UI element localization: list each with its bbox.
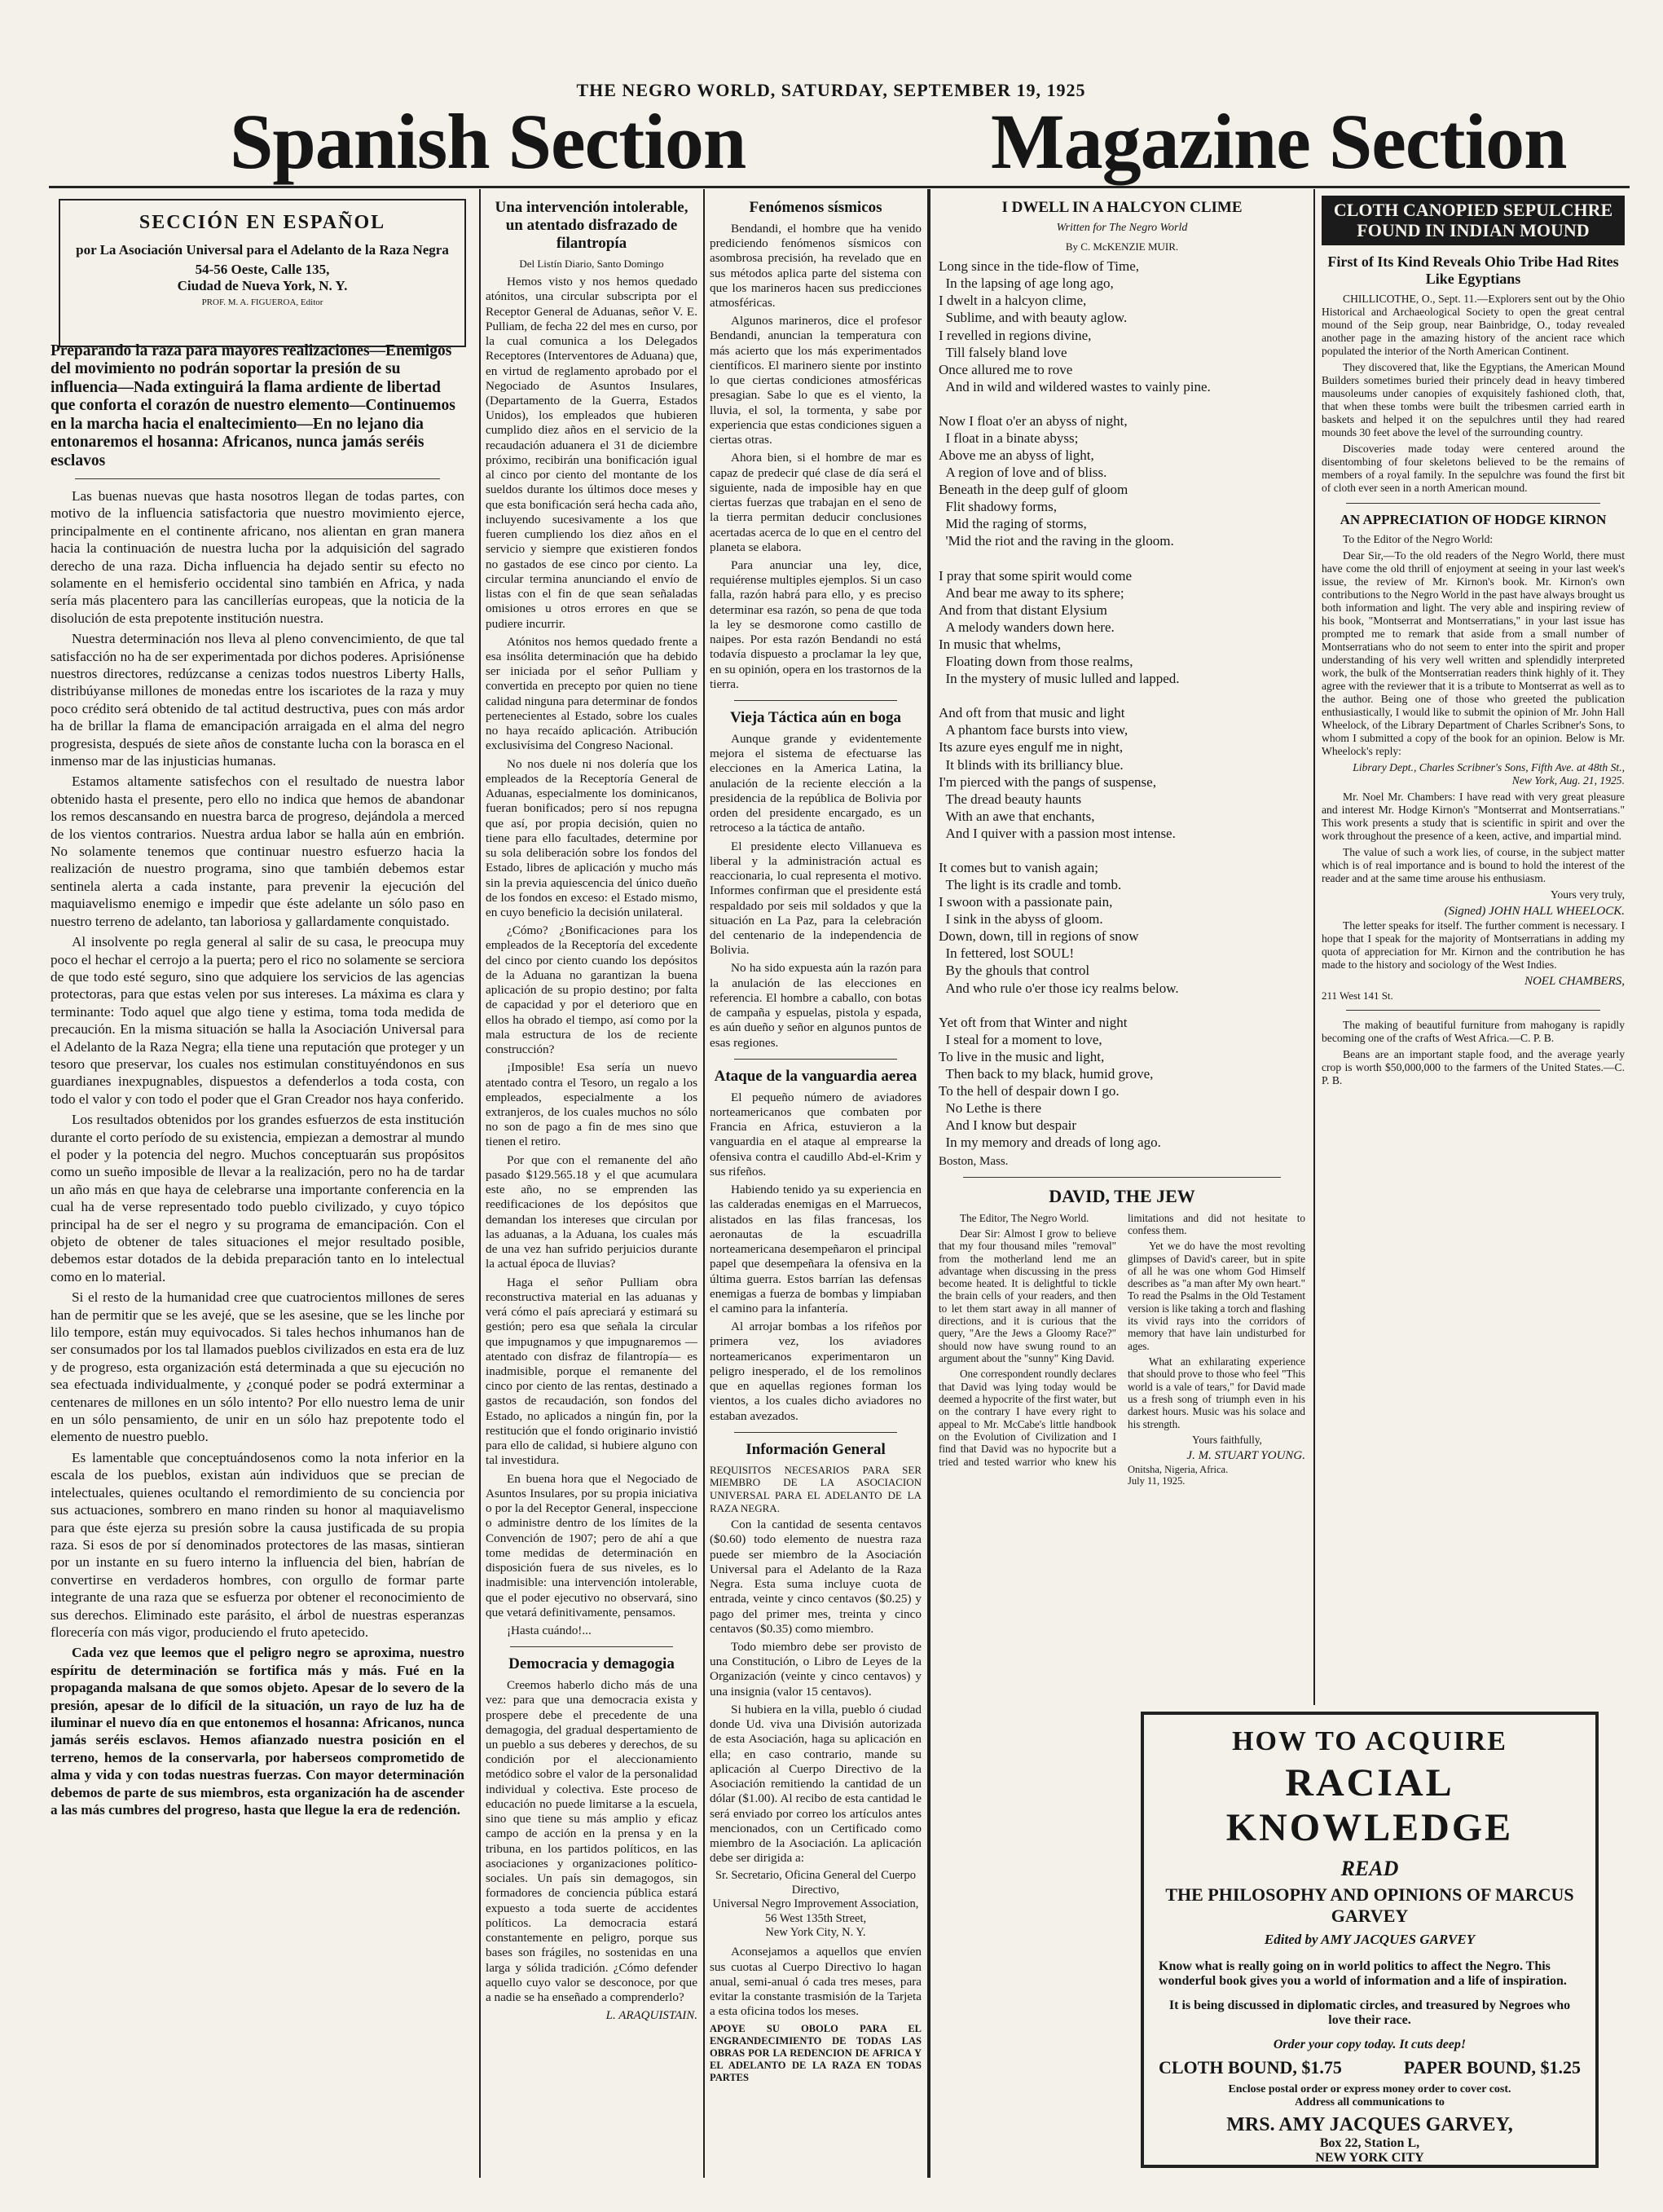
- appreciation-author: NOEL CHAMBERS,: [1524, 975, 1625, 989]
- ad-line-4: THE PHILOSOPHY AND OPINIONS OF MARCUS GARVEY: [1165, 1884, 1574, 1926]
- poem-title: I DWELL IN A HALCYON CLIME: [1001, 199, 1243, 216]
- david-signature: J. M. STUART YOUNG.: [1186, 1449, 1305, 1463]
- paragraph: Haga el señor Pulliam obra reconstructiva material en las aduanas y verá cómo el país apreciará y estimará su gestión; pero esa que señala la circular que impugnamos y que impugnaremos —atentado con disfraz de filantropía— es inadmisible, porque el remanente del cinco por ciento de las rentas, destinado a gastos de recaudación, son fondos del Estado, no aplicados a ningún fin, por la restitución que el fondo originario invistió para ello de calidad, si hubiere alguno con tal investidura.: [486, 1275, 697, 1468]
- paragraph: The Editor, The Negro World.: [960, 1211, 1089, 1224]
- column-1: [51, 339, 464, 2173]
- paragraph: Atónitos nos hemos quedado frente a esa insólita determinación que ha debido ser iniciada por el señor Pulliam y convertida en precepto por quien no tiene calidad ninguna para determinar de fondos pertenecientes al Estado, sobre los cuales no haya recaído aplicación. Atribución exclusivísima del Congreso Nacional.: [486, 634, 697, 753]
- ad-line-8: Order your copy today. It cuts deep!: [1273, 2038, 1467, 2051]
- paragraph: Nuestra determinación nos lleva al pleno convencimiento, de que tal satisfacción no ha de ser experimentada por dichos poderes. Aprisiónense nuestros directores, redúzcanse a cenizas todos nuestros Liberty Halls, distribúyanse millones de monedas entre los iscariotes de la raza y muy poco crédito será obtenido de tal actitud destructiva, pues con más ardor ha de brillar la flama de emancipación arraigada en el alma del negro progresista, después de siete años de constante lucha con la borasca en el inmenso mar de las injusticias humanas.: [51, 631, 464, 769]
- ad-line-5: Edited by AMY JACQUES GARVEY: [1264, 1932, 1476, 1947]
- col2-source: Del Listín Diario, Santo Domingo: [519, 257, 664, 270]
- paragraph: Algunos marineros, dice el profesor Bendandi, anuncian la temperatura con más acierto que los más experimentados científicos. El marinero siente por instinto lo que ciertas condiciones atmosféricas presagian. Sabe lo que es el viento, la lluvia, el sol, la tormenta, y sabe por experiencia que estas condiciones siguen a ciertas otras.: [710, 314, 922, 447]
- ad-line-15: NEW YORK CITY: [1315, 2151, 1424, 2165]
- david-body: [939, 1212, 1305, 1487]
- paragraph: No ha sido expuesta aún la razón para la anulación de las elecciones en referencia. El hombre a caballo, con botas de campaña y espuelas, pistola y espada, es aún dueño y señor en algunos puntos de esas regiones.: [710, 961, 922, 1050]
- section-rule: [927, 189, 930, 2178]
- paragraph: What an exhilarating experience that should prove to those who feel "This world is a vale of tears," for David made us a fresh song of triumph even in his darkest hours. Music was his solace and his strength.: [1128, 1355, 1305, 1430]
- column-2: [486, 196, 697, 2176]
- paragraph: Yours very truly,: [1550, 888, 1625, 901]
- spanish-section-title: Spanish Section: [230, 98, 746, 185]
- col3-address-4: New York City, N. Y.: [765, 1926, 866, 1940]
- ad-line-2: RACIAL KNOWLEDGE: [1225, 1761, 1514, 1849]
- ad-line-1: HOW TO ACQUIRE: [1232, 1726, 1507, 1756]
- col3-address-1: Sr. Secretario, Oficina General del Cuerpo Directivo,: [715, 1869, 916, 1897]
- paragraph: Las buenas nuevas que hasta nosotros llegan de todas partes, con motivo de la influencia satisfactoria que nuestro movimiento ejerce, principalmente en el continente africano, nos alientan en gran manera hacia la continuación de nuestra lucha por la adquisición del sagrado derecho de una raza. Dicha influencia ha dejado sentir su efecto no solamente en el hemisferio occidental sino también en Africa, y nada sería más placentero para las cancillerías europeas, que la noticia de la disolución de esta prepotente institución nuestra.: [51, 487, 464, 626]
- paragraph: Aunque grande y evidentemente mejora el sistema de efectuarse las elecciones en la America Latina, la anulación de la reciente elección a la presidencia de la república de Bolivia por orden del presidente encargado, es un retroceso a la táctica de antaño.: [710, 731, 922, 835]
- paragraph: Cada vez que leemos que el peligro negro se aproxima, nuestro espíritu de determinación se fortifica más y más. Fué en la propaganda malsana de que somos objeto. Apesar de lo severo de la presión, apesar de lo difícil de la situación, un rayo de luz ha de iluminar el nuevo día en que entonemos el hosanna: Africanos, nunca jamás seréis esclavos. Hemos afianzado nuestra posición en el terreno, hemos de la conservarla, por haberseos comprometido de alma y vida y con todas nuestras fuerzas. Con mayor determinación debemos de parte de sus miembros, esta organización ha de ascender a las más cumbres del progreso, hasta que llegue la era de redención.: [51, 1645, 464, 1818]
- paragraph: Discoveries made today were centered around the disentombing of four skeletons believed to be the remains of members of a royal family. In the sepulchre was found the first bit of cloth ever seen in a north American mound.: [1322, 442, 1625, 495]
- paragraph: ¿Cómo? ¿Bonificaciones para los empleados de la Receptoría del excedente del cinco por ciento cuando los depósitos de la Aduana no garantizan la buena aplicación de su propio destino; por falta de capacidad y por el deterioro que en ellos ha obrado el tiempo, así como por la mala estructura de los de reciente construcción?: [486, 923, 697, 1057]
- paragraph: El presidente electo Villanueva es liberal y la administración actual es reaccionaria, lo cual representa el motivo. Informes confirman que el presidente está respaldado por seis mil soldados y que la situación en La Paz, para la celebración del centenario de la independencia de Bolivia.: [710, 839, 922, 958]
- poem-credit: Written for The Negro World: [1056, 221, 1188, 234]
- paragraph: To the Editor of the Negro World:: [1343, 532, 1494, 545]
- col3-headline-2: Vieja Táctica aún en boga: [729, 709, 902, 727]
- cloth-headline: CLOTH CANOPIED SEPULCHRE FOUND IN INDIAN MOUND: [1322, 196, 1625, 245]
- paragraph: ¡Hasta cuándo!...: [507, 1623, 592, 1637]
- paragraph: Al insolvente po regla general al salir de su casa, le preocupa muy poco el hechar el cerrojo a la puerta; pero el rico no solamente se serciora de que todo esté seguro, sino que adquiere los servicios de las agencias protectoras, para que estas velen por sus intereses. La máxima es clara y terminante: Todo aquel que algo tiene y estima, toma toda medida de precaución. En la misma situación se halla la Asociación Universal para el Adelanto de la Raza Negra; ella tiene una reputación que proteger y un tesoro que preservar, los cuales nos estimulan constituyéndonos en sus guardianes inexpugnables, dispuestos a defenderlos a toda costa, con todo el valor y con todo el poder que el Gran Creador nos haya conferido.: [51, 934, 464, 1107]
- col3-address-2: Universal Negro Improvement Association,: [712, 1897, 919, 1911]
- paragraph: Mr. Noel Mr. Chambers: I have read with very great pleasure and interest Mr. Hodge Kirnon's "Montserrat and Montserratians." This work presents a study that is scientific in spirit and over the work throughout the presence of a keen, active, and impartial mind.: [1322, 791, 1625, 843]
- separator: [734, 700, 897, 701]
- paragraph: Library Dept., Charles Scribner's Sons, Fifth Ave. at 48th St., New York, Aug. 21, 1925.: [1353, 761, 1625, 787]
- paragraph: Dear Sir: Almost I grow to believe that my four thousand miles "removal" from the motherland lend me an advantage when discussing in the press become heated. It is delightful to tickle the brain cells of your readers, and then to let them start away in all manner of directions, and it is curious that the query, "Are the Jews a Gloomy Race?" should now have swung round to an argument about the "sunny" King David.: [939, 1227, 1116, 1365]
- paragraph: Ahora bien, si el hombre de mar es capaz de predecir qué clase de día será el siguiente, nada de imposible hay en que ciertas fuerzas que trabajan en el seno de la tierra permitan deducir conclusiones acertadas acerca de lo que en el centro del planeta se elabora.: [710, 451, 922, 554]
- ad-line-7: It is being discussed in diplomatic circles, and treasured by Negroes who love their race.: [1168, 1998, 1571, 2027]
- separator: [75, 478, 440, 479]
- column-rule-1: [479, 189, 481, 2178]
- ad-line-14: Box 22, Station L,: [1319, 2136, 1420, 2150]
- paragraph: They discovered that, like the Egyptians, the American Mound Builders sometimes buried their princely dead in heavy timbered mausoleums under canopies of exquisitely fashioned cloth, that, that when these tombs were built the tribesmen carried earth in baskets and helped it on the sepulchres until they had reared mounds 30 feet above the level of the surrounding country.: [1322, 360, 1625, 438]
- spanish-box-line3: Ciudad de Nueva York, N. Y.: [177, 278, 348, 293]
- masthead: THE NEGRO WORLD, SATURDAY, SEPTEMBER 19, 1925: [576, 80, 1086, 100]
- column-5: [1322, 196, 1625, 1695]
- paragraph: REQUISITOS NECESARIOS PARA SER MIEMBRO DE LA ASOCIACION UNIVERSAL PARA EL ADELANTO DE LA RAZA NEGRA.: [710, 1463, 922, 1514]
- garvey-book-ad: [1141, 1712, 1599, 2168]
- paragraph: Dear Sir,—To the old readers of the Negro World, there must have come the old thrill of enjoyment at seeing in your last week's issue, the review of Mr. Kirnon's book. Mr. Kirnon's own contributions to the Negro World in the past have always brought us both information and light. The very able and inspiring review of his book, "Montserrat and Montserratians," in your last issue has prompted me to remark that aside from a small number of Montserratians who do not seem to enter into the spirit and proper understanding of his very well written and splendidly interpreted work, the bulk of the Montserratian readers think highly of it. They agree with the reviewer that it is a tribute to Montserrat as well as to the author. Being one of those who greeted the publication enthusiastically, I would like to submit the opinion of Mr. John Hall Wheelock, of the Library Department of Charles Scribner's Sons, to whom I submitted a copy of the book for an opinion. Below is Mr. Wheelock's reply:: [1322, 549, 1625, 758]
- top-rule: [49, 186, 1630, 188]
- ad-line-11: Enclose postal order or express money order to cover cost.: [1228, 2083, 1511, 2095]
- ad-line-12: Address all communications to: [1295, 2096, 1445, 2108]
- separator: [963, 1177, 1281, 1178]
- paragraph: Aconsejamos a aquellos que envíen sus cuotas al Cuerpo Directivo lo hagan anual, semi-anual ó cada tres meses, para evitar la constante trasmisión de la Tarjeta a esta oficina todos los meses.: [710, 1945, 922, 2019]
- paragraph: One correspondent roundly declares that David was lying today would be deemed a hypocrite of the first water, but on the contrary I have every right to appeal to Mr. McCabe's little handbook on the Evolution of Civilization and I find that David was no hypocrite but a tried and tested warrior who knew his limitations and did not hesitate to confess them.: [939, 1211, 1305, 1468]
- col3-address-3: 56 West 135th Street,: [764, 1911, 867, 1925]
- separator: [510, 1646, 673, 1647]
- ad-cloth-price: CLOTH BOUND, $1.75: [1159, 2057, 1342, 2078]
- paragraph: Al arrojar bombas a los rifeños por primera vez, los aviadores norteamericanos experimentaron un peligro inesperado, el de los remolinos que en aquellas regiones forman los vientos, a los cuales dicho aviadores no estaban avezados.: [710, 1320, 922, 1423]
- paragraph: Si el resto de la humanidad cree que cuatrocientos millones de seres han de permitir que se les avejé, que se les asesine, que se les linche por lilo tempore, están muy equivocados. Si tales hechos inhumanos han de ser consumados por los tal llamados pueblos civilizados en esta era de luz y de progreso, esta organización está determinada a que su ejecución no sea efectuada individualmente, y ¿conqué poder se podrá exterminar a centenares de millones en un sólo intento? Por ello nuestro lema de unir en un sólo pensamiento, de unir en un sólo haz prepotente todo el elemento de nuestro pueblo.: [51, 1289, 464, 1445]
- paragraph: Para anunciar una ley, dice, requiérense multiples ejemplos. Si un caso falla, razón habrá para ello, y es preciso determinar esa razón, so pena de que toda la ley se desmorone como castillo de naipes. Por esta razón Bendandi no está todavía dispuesto a proclamar la ley que, en su opinión, opera en los trastornos de la tierra.: [710, 558, 922, 691]
- col2-headline: Una intervención intolerable, un atentado disfrazado de filantropía: [495, 199, 689, 252]
- column-rule-2: [703, 189, 705, 2178]
- paragraph: Yet we do have the most revolting glimpses of David's career, but in spite of all he was one whom God Himself describes as "a man after My own heart." To read the Psalms in the Old Testament version is like taking a torch and flashing its vivid rays into the corridors of memory that have lain undisturbed for ages.: [1128, 1240, 1305, 1352]
- ad-prices: [1159, 2057, 1581, 2078]
- appreciation-title: AN APPRECIATION OF HODGE KIRNON: [1340, 512, 1607, 528]
- spanish-box-line2: 54-56 Oeste, Calle 135,: [195, 262, 330, 277]
- paragraph: Yours faithfully,: [1192, 1433, 1262, 1446]
- paragraph: Habiendo tenido ya su experiencia en las calderadas enemigas en el Marruecos, alistados en las filas francesas, los aeronautas de la escuadrilla norteamericana desempeñaron el principal papel que desempeñara la ofensiva en la última guerra. Estos barrían las defensas enemigas a fuerza de bombas y limpiaban el camino para la infantería.: [710, 1183, 922, 1315]
- david-title: DAVID, THE JEW: [1049, 1186, 1195, 1207]
- paragraph: CHILLICOTHE, O., Sept. 11.—Explorers sent out by the Ohio Historical and Archaeological Society to open the great central mound of the Seip group, near Bainbridge, O., today revealed another page in the amazing history of the ancient race which populated the interior of the North American Continent.: [1322, 292, 1625, 357]
- ad-line-13: MRS. AMY JACQUES GARVEY,: [1226, 2114, 1513, 2135]
- paragraph: El pequeño número de aviadores norteamericanos que combaten por Francia en Africa, estuvieron a la vanguardia en el ataque al emprearse la ofensiva contra el caudillo Abd-el-Krim y sus rifeños.: [710, 1090, 922, 1179]
- paragraph: En buena hora que el Negociado de Asuntos Insulares, por su propia iniciativa o por la del Receptor General, inspeccione o administre dentro de los límites de la Convención de 1907; pero de ahí a que tome medidas de determinación en disposición fuera de sus niveles, es lo inadmisible: una intervención intolerable, que el poder ejecutivo no observará, sino que vetará definitivamente, pensamos.: [486, 1471, 697, 1619]
- paragraph: Todo miembro debe ser provisto de una Constitución, o Libro de Leyes de la Organización (veinte y cinco centavos) y una insignia (valor 15 centavos).: [710, 1639, 922, 1699]
- col2-author: L. ARAQUISTAIN.: [605, 2009, 697, 2023]
- column-3: [710, 196, 922, 2176]
- magazine-section-title: Magazine Section: [991, 98, 1567, 185]
- ad-line-3: READ: [1340, 1857, 1399, 1880]
- paragraph: Por que con el remanente del año pasado $129.565.18 y el que acumulara este año, no se emprenden las reedificaciones de los depósitos que demandan los intereses que circulan por las aduanas, a la Aduana, los cuales más de una vez han sufrido perjuicios durante la actual época de lluvias?: [486, 1152, 697, 1271]
- col3-headline-3: Ataque de la vanguardia aerea: [714, 1067, 917, 1085]
- paragraph: Creemos haberlo dicho más de una vez: para que una democracia exista y prospere debe el precedente de una demagogia, del gradual despertamiento de un pueblo a sus deberes y derechos, de su condición por el aleccionamiento metódico sobre el valor de la personalidad individual y colectiva. Este proceso de educación no puede limitarse a la escuela, sino que tiene su más amplio y eficaz campo de acción en la prensa y en la tribuna, en los partidos políticos, en las asociaciones y organizaciones político-sociales. Un país sin demagogos, sin formadores de conciencia pública estará expuesto a toda suerte de accidentes políticos. La democracia estará constantemente en peligro, porque sus bases son frágiles, no sostenidas en una larga y sólida tradición. ¿Cómo defender aquello cuyo valor se desconoce, por que a nadie se ha enseñado a comprenderlo?: [486, 1678, 697, 2004]
- ad-line-6: Know what is really going on in world politics to affect the Negro. This wonderful book gives you a world of information and a life of inspiration.: [1159, 1959, 1567, 1988]
- poem-text: Long since in the tide-flow of Time, In the lapsing of age long ago, I dwelt in a halcyon clime, Sublime, and with beauty aglow. I revelled in regions divine, Till falsely bland love Once allured me to rove And in wild and wildered wastes to vainly pine. Now I float o'er an abyss of night, I float in a binate abyss; Above me an abyss of light, A region of love and of bliss. Beneath in the deep gulf of gloom Flit shadowy forms, Mid the raging of storms, 'Mid the riot and the raving in the gloom. I pray that some spirit would come And bear me away to its sphere; And from that distant Elysium A melody wanders down here. In music that whelms, Floating down from those realms, In the mystery of music lulled and lapped. And oft from that music and light A phantom face bursts into view, Its azure eyes engulf me in night, It blinds with its brilliancy blue. I'm pierced with the pangs of suspense, The dread beauty haunts With an awe that enchants, And I quiver with a passion most intense. It comes but to vanish again; The light is its cradle and tomb. I swoon with a passionate pain, I sink in the abyss of gloom. Down, down, till in regions of snow In fettered, lost SOUL! By the ghouls that control And who rule o'er those icy realms below. Yet oft from that Winter and night I steal for a moment to love, To live in the music and light, Then back to my black, humid grove, To the hell of despair down I go. No Lethe is there And I know but despair In my memory and dreads of long ago.: [939, 258, 1211, 1151]
- paragraph: ¡Imposible! Esa sería un nuevo atentado contra el Tesoro, un regalo a los empleados, especialmente a los extranjeros, de los cuales muchos no sólo no son de pago a fin de mes sino que tienen el retiro.: [486, 1060, 697, 1149]
- poem-place: Boston, Mass.: [939, 1155, 1009, 1169]
- col3-headline: Fenómenos sísmicos: [749, 199, 882, 216]
- paragraph: Es lamentable que conceptuándosenos como la nota inferior en la escala de los pueblos, existan aún individuos que se precian de intelectuales, quienes ocultando el remordimiento de su conciencia por sus actuaciones, sombrero en mano rinden su honor al maquiavelismo para que éste ejerza su presión sobre la causa justificada de su propia raza. Si esos de por sí denominados protectores de las masas, sintieran por un instante en su fuero interno la influencia del bien, habrían de convertirse en verdaderos hombres, con orgullo de formar parte integrante de una raza que se esfuerza por obtener el reconocimiento de sus derechos. Eliminado este parásito, el árbol de nuestras esperanzas florecería con más vigor, produciendo el fruto apetecido.: [51, 1449, 464, 1640]
- separator: [1346, 503, 1600, 504]
- separator: [734, 1432, 897, 1433]
- paragraph: Estamos altamente satisfechos con el resultado de nuestra labor obtenido hasta el presente, pero ello no indica que hemos de abandonar los remos descansando en nuestra barca de progreso, dejándola a merced de los vientos contrarios. Nuestra ardua labor se halla aún en embrión. No solamente tenemos que continuar nuestro esfuerzo hacia la realización de nuestro programa, sino que también debemos estar sentinela alerta a cada instante, para prevenir la ejecución del maquiavelismo enemigo e impedir que éste adelante un sólo paso en nuestro terreno de adelanto, tan laboriosa y gallardamente conquistado.: [51, 773, 464, 929]
- david-date: July 11, 1925.: [1128, 1475, 1186, 1487]
- paragraph: No nos duele ni nos dolería que los empleados de la Receptoría General de Aduanas, especialmente los dominicanos, fueran bonificados; pero sí nos repugna que así, por propia decisión, quien no tiene para ello facultades, determine por su sola deliberación sobre los fondos del Estado, libres de aplicación y mucho más sin la previa aquiescencia del único dueño de los fondos en exceso: el Estado mismo, en cuyo beneficio la decisión unilateral.: [486, 756, 697, 919]
- column-4: [939, 196, 1305, 1695]
- separator: [734, 1059, 897, 1060]
- paragraph: Los resultados obtenidos por los grandes esfuerzos de esta institución durante el corto período de su existencia, empiezan a demostrar al mundo el poder y la potencia del negro. Muchos conceptuarán sus propósitos como un sueño imposible de llevar a la realización, pero no ha de tardar un año más en que haya de celebrarse una importante conferencia en la cual ha de verse representado todo pueblo civilizado, y cuyo tópico principal ha de ser el negro y su programa de emancipación. Con el objeto de obtener de tales situaciones el mejor resultado posible, debemos estar dotados de la debida preparación tanto en lo intelectual como en lo material.: [51, 1112, 464, 1284]
- paragraph: Hemos visto y nos hemos quedado atónitos, una circular subscripta por el Receptor General de Aduanas, señor V. E. Pulliam, de fecha 22 del mes en curso, por la cual comunica a los Delegados Receptores (Interventores de Aduana) que, en virtud de reglamento aprobado por el Negociado de Asuntos Insulares, (Departamento de la Guerra, Estados Unidos), los empleados que hubieren cumplido diez años en el servicio de la recaudación aduanera el 31 de diciembre próximo, recibirán una bonificación igual al cinco por ciento del montante de los sueldos durante los últimos doce meses y que esta bonificación será hecha cada año, incluyendo sucesivamente a los que fueren cumpliendo los diez años en el servicio y siempre que existieren fondos no gastados de ese cinco por ciento. La circular termina anunciando el envío de listas con el fin de que sean señaladas omisiones u otros errores en que se pudiere incurrir.: [486, 275, 697, 631]
- col2-headline-2: Democracia y demagogia: [508, 1655, 675, 1673]
- paragraph: The making of beautiful furniture from mahogany is rapidly becoming one of the crafts of West Africa.—C. P. B.: [1322, 1019, 1625, 1045]
- col1-headline: Preparando la raza para mayores realizaciones—Enemigos del movimiento no podrán soportar la presión de su influencia—Nada extinguirá la flama ardiente de libertad que conforta el corazón de nuestro elemento—Continuemos en la marcha hacia el enaltecimiento—En no lejano dia entonaremos el hosanna: Africanos, nunca jamás seréis esclavos: [51, 342, 455, 469]
- spanish-box-line1: por La Asociación Universal para el Adelanto de la Raza Negra: [76, 242, 449, 258]
- spanish-section-header-box: [59, 199, 466, 347]
- paragraph: Si hubiera en la villa, pueblo ó ciudad donde Ud. viva una División autorizada de esta Asociación, haga su aplicación en ella; en caso contrario, mande su aplicación al Cuerpo Directivo de la Asociación remitiendo la cantidad de un dólar ($1.00). Al recibo de esta cantidad le será enviado por correo los artículos antes mencionados, con un Certificado como miembro de la Asociación. La aplicación debe ser dirigida a:: [710, 1702, 922, 1866]
- appreciation-address: 211 West 141 St.: [1322, 989, 1393, 1002]
- paragraph: APOYE SU OBOLO PARA EL ENGRANDECIMIENTO DE TODAS LAS OBRAS POR LA REDENCION DE AFRICA Y EL ADELANTO DE LA RAZA EN TODAS PARTES: [710, 2022, 922, 2083]
- david-place: Onitsha, Nigeria, Africa.: [1128, 1463, 1229, 1475]
- spanish-box-editor: PROF. M. A. FIGUEROA, Editor: [201, 297, 323, 307]
- paragraph: The value of such a work lies, of course, in the subject matter which is of real importance and is bound to hold the interest of the reader and at the same time arouse his enthusiasm.: [1322, 846, 1625, 885]
- ad-paper-price: PAPER BOUND, $1.25: [1403, 2057, 1581, 2078]
- cloth-subheadline: First of Its Kind Reveals Ohio Tribe Had Rites Like Egyptians: [1327, 253, 1619, 287]
- col3-headline-4: Información General: [746, 1440, 886, 1458]
- paragraph: Con la cantidad de sesenta centavos ($0.60) todo elemento de nuestra raza puede ser miembro de la Asociación Universal para el Adelanto de la Raza Negra. Esta suma incluye cuota de entrada, veinte y cinco centavos ($0.25) y pago del primer mes, treinta y cinco centavos ($0.35) como miembro.: [710, 1518, 922, 1636]
- paragraph: Bendandi, el hombre que ha venido prediciendo fenómenos sísmicos con asombrosa precisión, ha revelado que en sus métodos aplica parte del sistema con que los marineros hacen sus predicciones atmosféricas.: [710, 221, 922, 311]
- appreciation-signature: (Signed) JOHN HALL WHEELOCK.: [1444, 905, 1625, 919]
- poem-author: By C. McKENZIE MUIR.: [1065, 240, 1179, 253]
- paragraph: Beans are an important staple food, and the average yearly crop is worth $50,000,000 to the farmers of the United States.—C. P. B.: [1322, 1048, 1625, 1087]
- spanish-box-title: SECCIÓN EN ESPAÑOL: [139, 212, 386, 233]
- paragraph: The letter speaks for itself. The further comment is necessary. I hope that I speak for the majority of Montserratians in adding my quota of appreciation for Mr. Kirnon and the contribution he has made to the history and sociology of the West Indies.: [1322, 919, 1625, 972]
- column-rule-4: [1313, 189, 1315, 1705]
- separator: [1346, 1010, 1600, 1011]
